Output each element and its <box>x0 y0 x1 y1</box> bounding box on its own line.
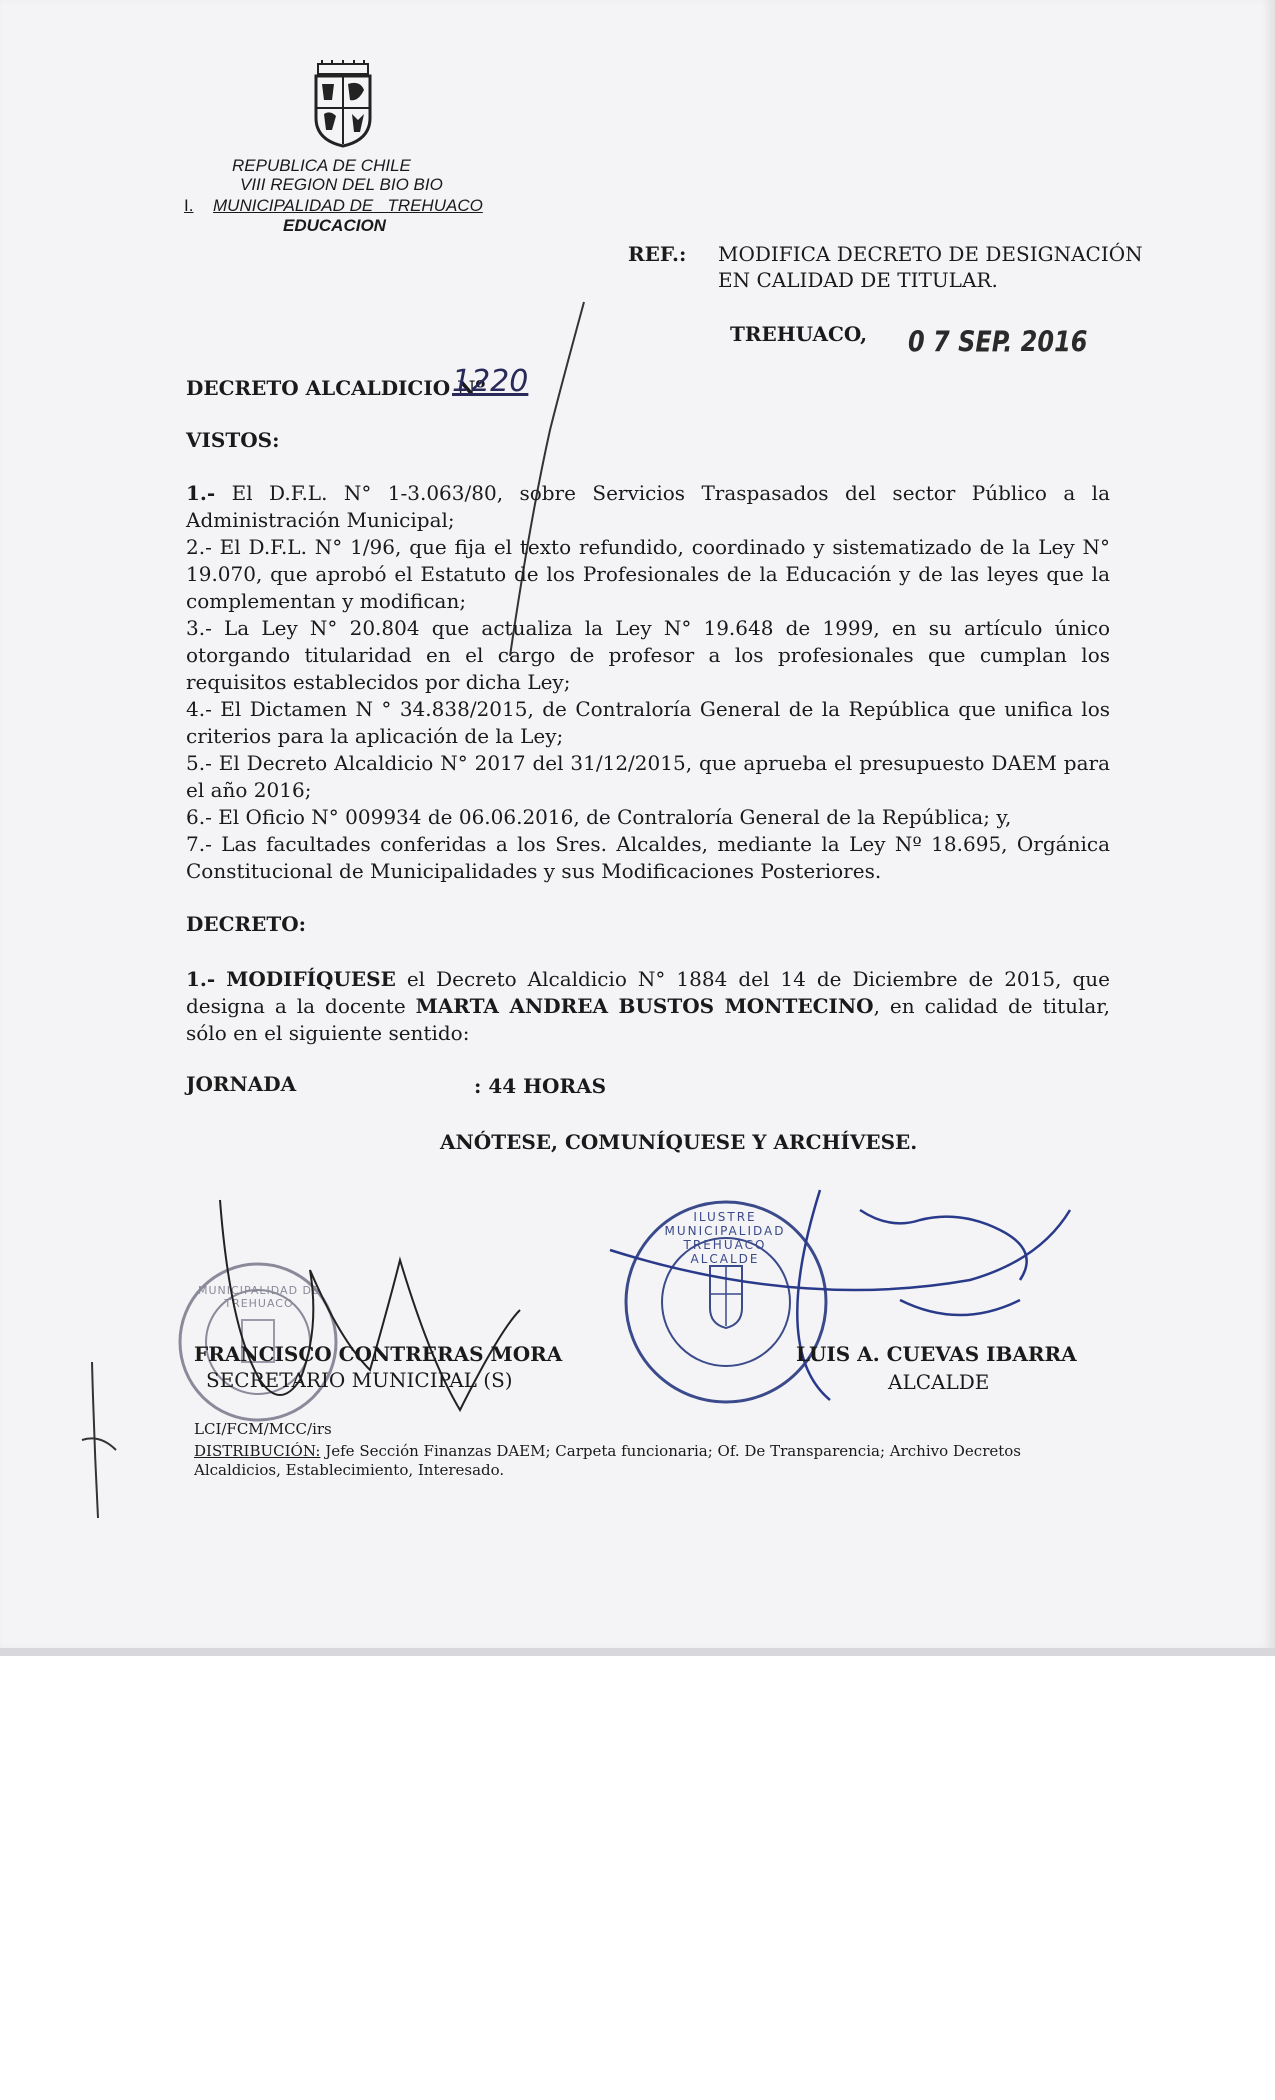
ref-label: REF.: <box>628 242 687 266</box>
left-signature-strokes <box>200 1180 540 1440</box>
header-municipality: MUNICIPALIDAD DE TREHUACO <box>213 196 483 215</box>
distribution-label: DISTRIBUCIÓN: <box>194 1442 321 1460</box>
closing-formula: ANÓTESE, COMUNÍQUESE Y ARCHÍVESE. <box>440 1130 918 1154</box>
left-signer-role: SECRETARIO MUNICIPAL (S) <box>206 1368 513 1392</box>
place: TREHUACO, <box>730 322 868 346</box>
date-stamp: 0 7 SEP. 2016 <box>908 325 1088 359</box>
distribution-text: Jefe Sección Finanzas DAEM; Carpeta funcionaria; Of. De Transparencia; Archivo Decretos Alcaldicios, Establecimiento, Interesado. <box>194 1442 1022 1479</box>
vistos-title: VISTOS: <box>186 428 280 452</box>
vistos-item-4: 4.- El Dictamen N ° 34.838/2015, de Contraloría General de la República que unifica los criterios para la aplicación de la Ley; <box>186 697 1111 748</box>
left-signer-name: FRANCISCO CONTRERAS MORA <box>194 1342 563 1366</box>
vistos-item-1: 1.- El D.F.L. N° 1-3.063/80, sobre Servicios Traspasados del sector Público a la Administración Municipal; <box>186 481 1111 532</box>
vistos-item-6: 6.- El Oficio N° 009934 de 06.06.2016, de Contraloría General de la República; y, <box>186 805 1012 829</box>
right-signer-name: LUIS A. CUEVAS IBARRA <box>796 1342 1077 1366</box>
right-seal-text: ILUSTRE MUNICIPALIDAD TREHUACO ALCALDE <box>664 1210 786 1266</box>
right-signature-strokes <box>600 1150 1080 1410</box>
coat-of-arms-icon <box>312 60 374 148</box>
page-edge <box>0 1648 1275 1656</box>
ref-line1: MODIFICA DECRETO DE DESIGNACIÓN <box>718 242 1143 266</box>
vistos-item-5: 5.- El Decreto Alcaldicio N° 2017 del 31/12/2015, que aprueba el presupuesto DAEM para el año 2016; <box>186 751 1110 802</box>
header-prefix: I. <box>184 196 194 215</box>
decree-number-handwritten: 1220 <box>452 364 529 399</box>
vistos-item-2: 2.- El D.F.L. N° 1/96, que fija el texto refundido, coordinado y sistematizado de la Ley N° 19.070, que aprobó el Estatuto de los Profesionales de la Educación y de las leyes que la complementan y modifican; <box>186 535 1110 613</box>
jornada-value: : 44 HORAS <box>474 1074 607 1098</box>
header-education: EDUCACION <box>283 216 386 235</box>
footer-initials: LCI/FCM/MCC/irs <box>194 1420 332 1438</box>
decree-label: DECRETO ALCALDICIO Nº <box>186 376 486 400</box>
vistos-item-3: 3.- La Ley N° 20.804 que actualiza la Ley N° 19.648 de 1999, en su artículo único otorgando titularidad en el cargo de profesor a los profesionales que cumplan los requisitos establecidos por dicha Ley; <box>186 616 1110 694</box>
header-republic: REPUBLICA DE CHILE <box>232 156 411 175</box>
margin-mark-stroke <box>80 1360 120 1520</box>
vistos-item-7: 7.- Las facultades conferidas a los Sres. Alcaldes, mediante la Ley Nº 18.695, Orgánica Constitucional de Municipalidades y sus Modificaciones Posteriores. <box>186 832 1110 883</box>
ref-line2: EN CALIDAD DE TITULAR. <box>718 268 998 292</box>
header-region: VIII REGION DEL BIO BIO <box>240 175 443 194</box>
footer-distribution <box>194 1442 1074 1480</box>
left-seal-text: MUNICIPALIDAD DE TREHUACO <box>198 1284 320 1310</box>
right-signer-role: ALCALDE <box>888 1370 990 1394</box>
jornada-label: JORNADA <box>186 1072 297 1096</box>
vistos-list <box>186 480 1110 885</box>
decreto-title: DECRETO: <box>186 912 307 936</box>
decreto-item-1: 1.- MODIFÍQUESE el Decreto Alcaldicio N° 1884 del 14 de Diciembre de 2015, que designa a la docente MARTA ANDREA BUSTOS MONTECINO, en calidad de titular, sólo en el siguiente sentido: <box>186 967 1111 1045</box>
